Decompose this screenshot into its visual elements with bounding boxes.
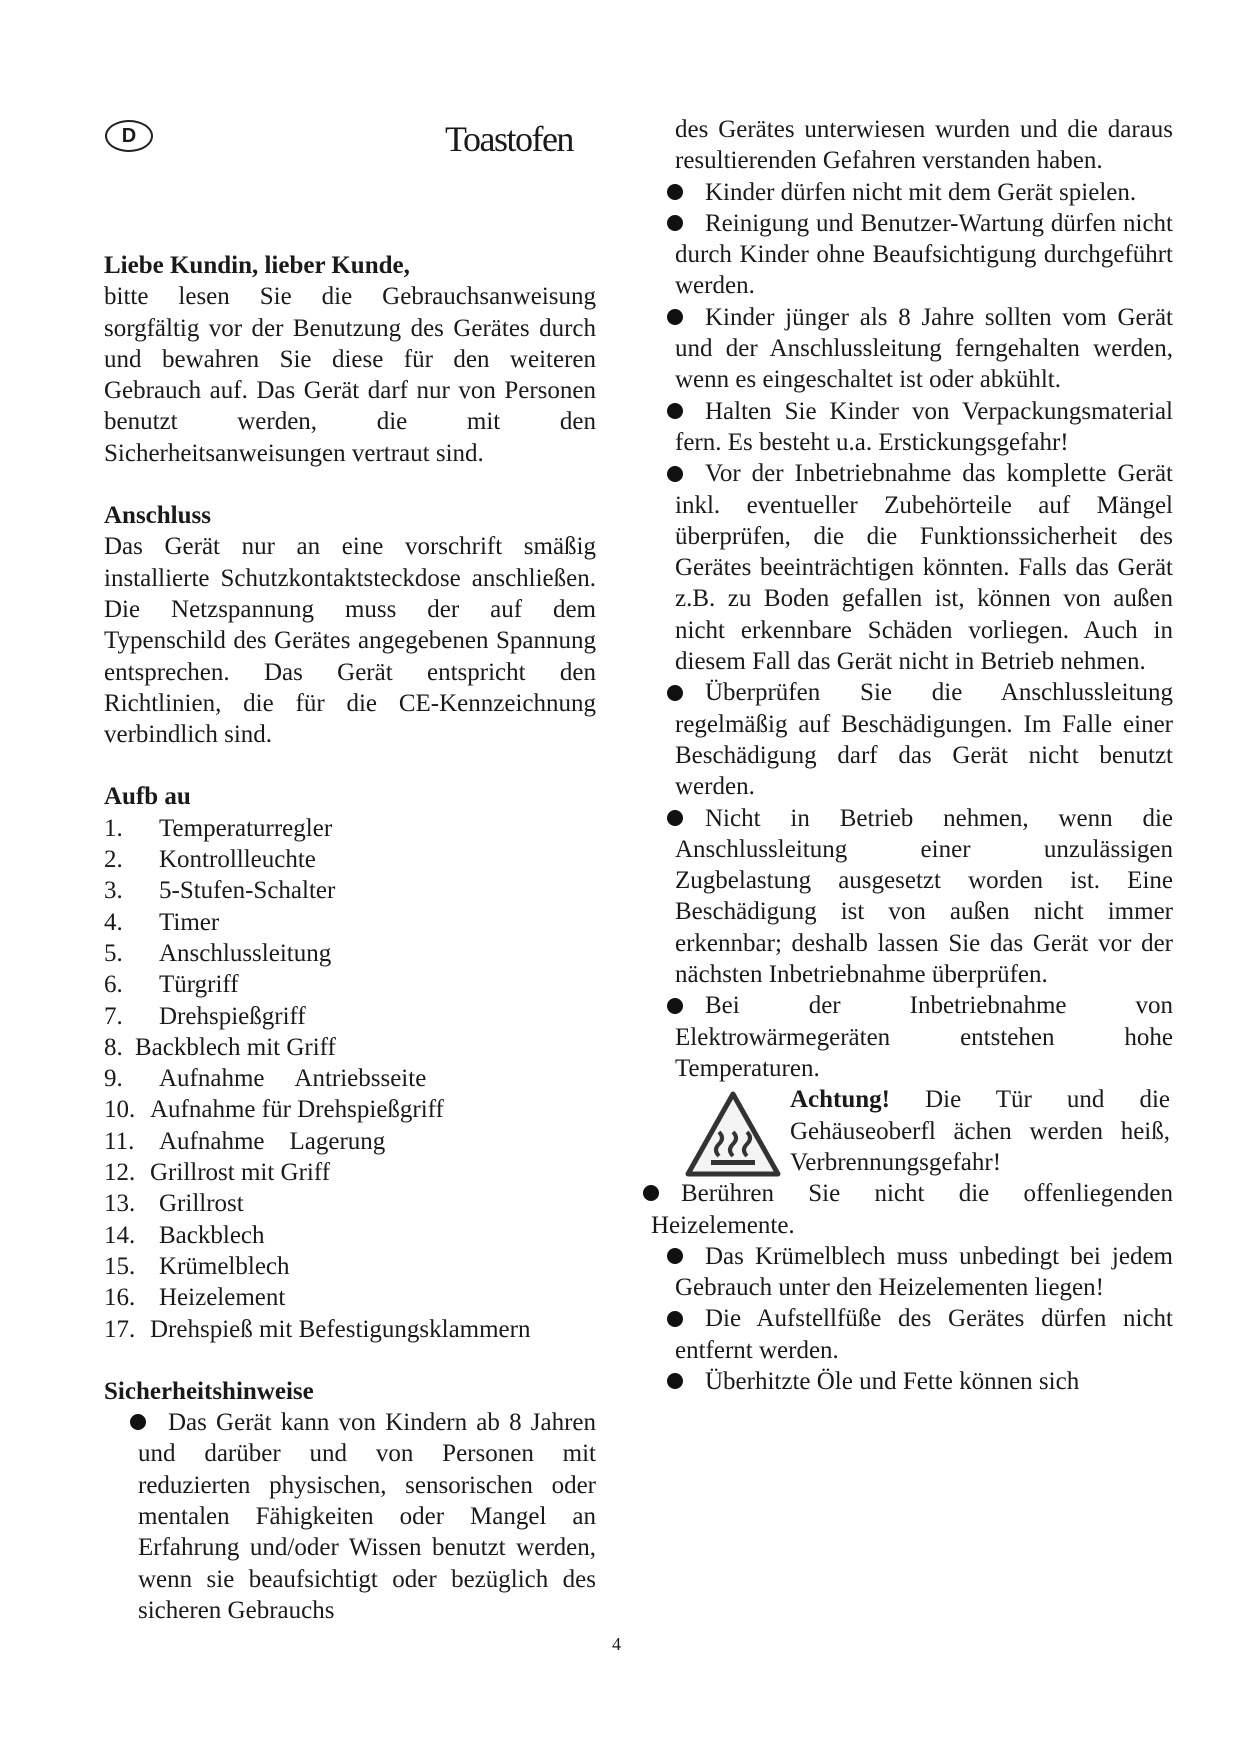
list-item: 12. Grillrost mit Griff — [104, 1159, 331, 1187]
bullet-icon — [667, 1248, 683, 1264]
intro-text: bitte lesen Sie die Gebrauchsanweisung sorgfältig vor der Benutzung des Gerätes durch und bewahren Sie diese für den weiteren Gebrauch auf. Das Gerät darf nur von Personen benutzt werden, die mit den Sicherheitsanweisungen vertraut sind. — [104, 283, 596, 467]
safety-item: Kinder jünger als 8 Jahre sollten vom Gerät und der Anschlussleitung ferngehalten werden, wenn es eingeschaltet ist oder abkühlt. — [675, 302, 1173, 396]
list-item: 2. Kontrollleuchte — [104, 846, 316, 874]
list-item: 9. Aufnahme Antriebsseite — [104, 1065, 427, 1093]
list-item: 1. Temperaturregler — [104, 814, 333, 842]
safety-continuation: des Gerätes unterwiesen wurden und die daraus resultierenden Gefahren verstanden haben. — [675, 116, 1173, 175]
list-item: 17. Drehspieß mit Befestigungsklammern — [104, 1315, 531, 1343]
bullet-icon — [667, 215, 683, 231]
bullet-icon — [667, 998, 683, 1014]
safety-item: Reinigung und Benutzer-Wartung dürfen nicht durch Kinder ohne Beaufsichtigung durchgeführt werden. — [675, 208, 1173, 302]
safety-item: Überhitzte Öle und Fette können sich — [675, 1366, 1173, 1397]
list-item: 13. Grillrost — [104, 1190, 244, 1218]
connection-heading: Anschluss — [104, 502, 211, 530]
hot-surface-warning — [675, 1084, 1173, 1178]
list-item: 15. Krümelblech — [104, 1252, 290, 1280]
bullet-icon — [667, 403, 683, 419]
language-badge: D — [105, 120, 153, 152]
list-item: 4. Timer — [104, 908, 220, 936]
list-item: 3. 5-Stufen-Schalter — [104, 877, 336, 905]
bullet-icon — [643, 1185, 659, 1201]
parts-list — [104, 813, 596, 1345]
safety-item: Halten Sie Kinder von Verpackungsmaterial fern. Es besteht u.a. Erstickungsgefahr! — [675, 396, 1173, 459]
bullet-icon — [667, 810, 683, 826]
safety-item: Bei der Inbetriebnahme von Elektrowärmegeräten entstehen hohe Temperaturen. — [675, 990, 1173, 1084]
bullet-icon — [667, 1311, 683, 1327]
bullet-icon — [130, 1414, 146, 1430]
list-item: 10. Aufnahme für Drehspießgriff — [104, 1096, 444, 1124]
bullet-icon — [667, 685, 683, 701]
bullet-icon — [667, 184, 683, 200]
right-column — [651, 114, 1173, 1397]
greeting: Liebe Kundin, lieber Kunde, — [104, 252, 410, 279]
hot-surface-icon — [683, 1088, 783, 1180]
safety-item: Nicht in Betrieb nehmen, wenn die Anschlussleitung einer unzulässigen Zugbelastung ausgesetzt worden ist. Eine Beschädigung ist von außen nicht immer erkennbar; deshalb lassen Sie das Gerät vor der nächsten Inbetriebnahme überprüfen. — [675, 803, 1173, 991]
list-item: 7. Drehspießgriff — [104, 1002, 306, 1030]
warning-label: Achtung! — [790, 1086, 891, 1114]
warning-text: Achtung! Die Tür und die Gehäuseoberfl ächen werden heiß, Verbrennungsgefahr! — [790, 1086, 1170, 1176]
safety-item: Die Aufstellfüße des Gerätes dürfen nicht entfernt werden. — [675, 1303, 1173, 1366]
safety-item: Kinder dürfen nicht mit dem Gerät spielen. — [675, 177, 1173, 208]
list-item: 16. Heizelement — [104, 1284, 286, 1312]
list-item: 11. Aufnahme Lagerung — [104, 1127, 386, 1155]
safety-item: Überprüfen Sie die Anschlussleitung regelmäßig auf Beschädigungen. Im Falle einer Beschädigung darf das Gerät nicht benutzt werden. — [675, 677, 1173, 802]
bullet-icon — [667, 466, 683, 482]
connection-text: Das Gerät nur an eine vorschrift smäßig installierte Schutzkontaktsteckdose anschließen. Die Netzspannung muss der auf dem Typenschild des Gerätes angegebenen Spannung entsprechen. Das Gerät entspricht den Richtlinien, die für die CE-Kennzeichnung verbindlich sind. — [104, 533, 596, 749]
list-item: 6. Türgriff — [104, 971, 239, 999]
safety-item: Vor der Inbetriebnahme das komplette Gerät inkl. eventueller Zubehörteile auf Mängel überprüfen, die die Funktionssicherheit des Gerätes beeinträchtigen könnten. Falls das Gerät z.B. zu Boden gefallen ist, können von außen nicht erkennbare Schäden vorliegen. Auch in diesem Fall das Gerät nicht in Betrieb nehmen. — [675, 458, 1173, 677]
safety-item: Das Gerät kann von Kindern ab 8 Jahren und darüber und von Personen mit reduzierten physischen, sensorischen oder mentalen Fähigkeiten oder Mangel an Erfahrung und/oder Wissen benutzt werden, wenn sie beaufsichtigt oder bezüglich des sicheren Gebrauchs — [104, 1407, 596, 1626]
safety-item: Berühren Sie nicht die offenliegenden Heizelemente. — [651, 1178, 1173, 1241]
safety-item: Das Krümelblech muss unbedingt bei jedem Gebrauch unter den Heizelementen liegen! — [675, 1241, 1173, 1304]
list-item: 14. Backblech — [104, 1221, 265, 1249]
bullet-icon — [667, 1373, 683, 1389]
parts-heading: Aufb au — [104, 783, 191, 811]
page-number: 4 — [612, 1634, 621, 1654]
left-column — [104, 250, 596, 1626]
list-item: 8. Backblech mit Griff — [104, 1033, 336, 1061]
bullet-icon — [667, 309, 683, 325]
page-title: Toastofen — [445, 119, 573, 159]
safety-heading: Sicherheitshinweise — [104, 1377, 314, 1405]
list-item: 5. Anschlussleitung — [104, 939, 332, 967]
